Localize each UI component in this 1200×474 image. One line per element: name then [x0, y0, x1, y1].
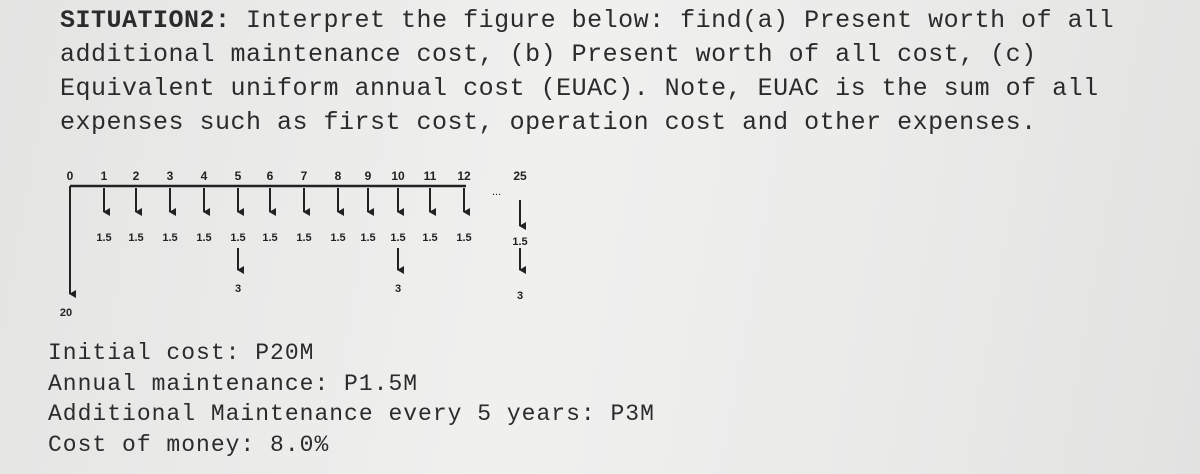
period-label-12: 12: [457, 169, 471, 183]
period-label-11: 11: [423, 169, 437, 183]
annual-label-10: 1.5: [390, 232, 406, 244]
annual-label-12: 1.5: [456, 232, 472, 244]
annual-label-25: 1.5: [512, 236, 528, 248]
problem-line-3: Equivalent uniform annual cost (EUAC). Note, EUAC is the sum of all: [60, 74, 1099, 103]
initial-cost-label: 20: [59, 307, 73, 319]
annual-label-6: 1.5: [262, 232, 278, 244]
given-values: [48, 338, 655, 460]
given-annual-maintenance: Annual maintenance: P1.5M: [48, 370, 419, 397]
timeline-ellipsis: ...: [492, 186, 502, 198]
period-label-8: 8: [334, 169, 342, 183]
period-label-25: 25: [513, 169, 527, 183]
problem-line-4: expenses such as first cost, operation cost and other expenses.: [60, 108, 1037, 137]
period-label-10: 10: [391, 169, 405, 183]
annual-label-3: 1.5: [162, 232, 178, 244]
period-label-3: 3: [166, 169, 174, 183]
given-initial-cost: Initial cost: P20M: [48, 340, 315, 366]
period-label-2: 2: [132, 169, 140, 183]
annual-label-1: 1.5: [96, 232, 112, 244]
given-additional-maintenance: Additional Maintenance every 5 years: P3M: [48, 401, 655, 427]
period-label-5: 5: [234, 169, 242, 183]
period-label-1: 1: [100, 169, 108, 183]
annual-label-7: 1.5: [296, 232, 312, 244]
annual-label-2: 1.5: [128, 232, 144, 244]
problem-line-1-text: Interpret the figure below: find(a) Present worth of all: [230, 6, 1115, 35]
annual-label-4: 1.5: [196, 232, 212, 244]
situation-label: SITUATION2:: [60, 6, 231, 35]
annual-label-9: 1.5: [360, 232, 376, 244]
given-cost-of-money: Cost of money: 8.0%: [48, 431, 330, 458]
annual-label-5: 1.5: [230, 232, 246, 244]
additional-label-25: 3: [516, 290, 524, 302]
period-label-0: 0: [66, 169, 74, 183]
period-label-7: 7: [300, 169, 308, 183]
annual-label-11: 1.5: [422, 232, 438, 244]
period-label-6: 6: [266, 169, 274, 183]
additional-label-5: 3: [234, 283, 242, 295]
period-labels: [67, 169, 527, 183]
period-label-4: 4: [200, 169, 208, 183]
cash-flows: [60, 186, 528, 319]
additional-label-10: 3: [394, 283, 402, 295]
annual-label-8: 1.5: [330, 232, 346, 244]
period-label-9: 9: [364, 169, 372, 183]
problem-line-2: additional maintenance cost, (b) Present worth of all cost, (c): [60, 40, 1037, 69]
